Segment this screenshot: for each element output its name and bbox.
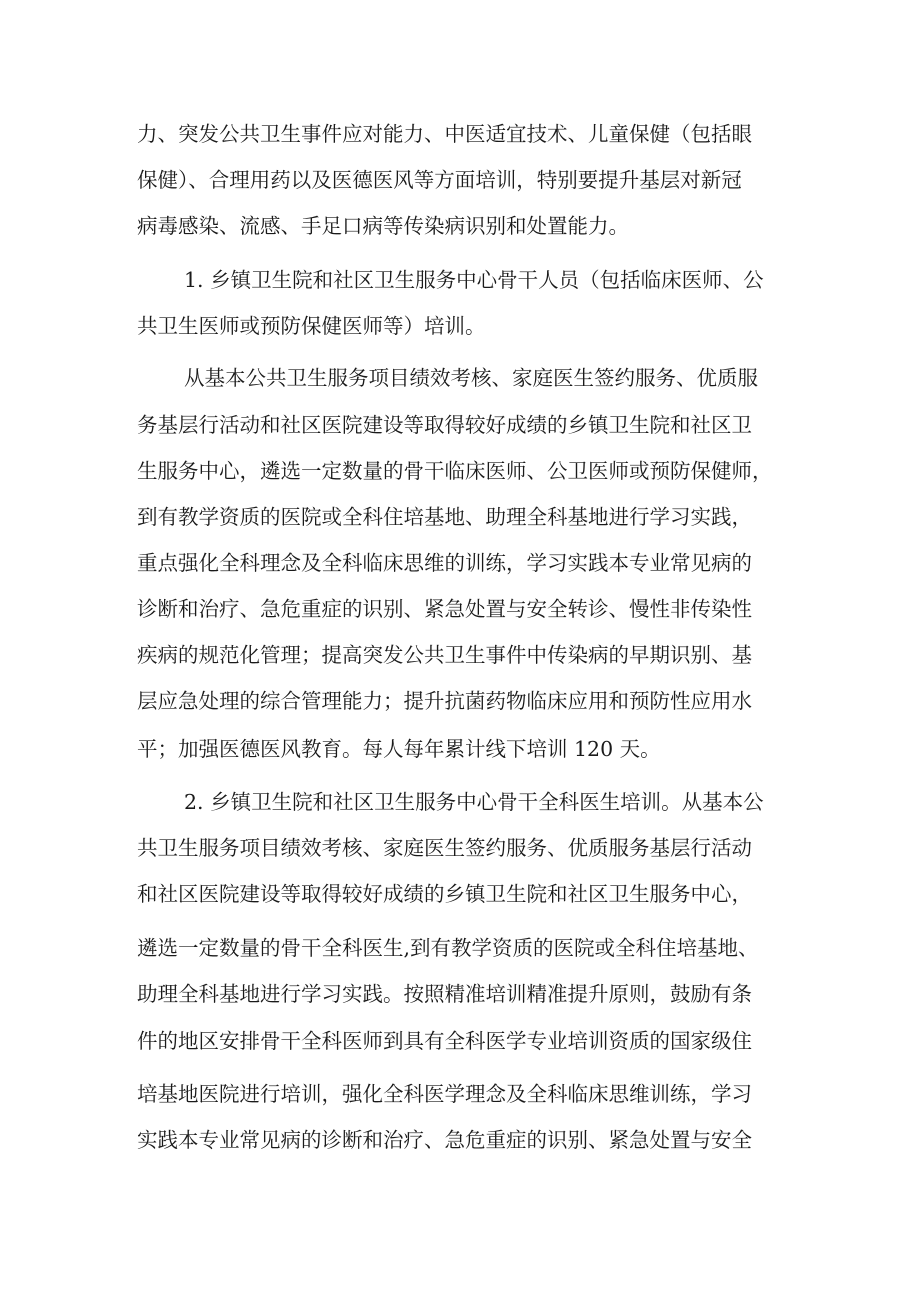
text-line-10: 重点强化全科理念及全科临床思维的训练，学习实践本专业常见病的 — [137, 551, 752, 575]
text-line-12: 疾病的规范化管理；提高突发公共卫生事件中传染病的早期识别、基 — [137, 643, 752, 667]
item-2-line-7: 培基地医院进行培训，强化全科医学理念及全科临床思维训练，学习 — [137, 1082, 752, 1106]
text-line-3: 病毒感染、流感、手足口病等传染病识别和处置能力。 — [137, 214, 629, 238]
text-line-13: 层应急处理的综合管理能力；提升抗菌药物临床应用和预防性应用水 — [137, 689, 752, 713]
text-line-2: 保健）、合理用药以及医德医风等方面培训，特别要提升基层对新冠 — [137, 168, 742, 192]
text-line-11: 诊断和治疗、急危重症的识别、紧急处置与安全转诊、慢性非传染性 — [137, 597, 752, 621]
text-line-7: 务基层行活动和社区医院建设等取得较好成绩的乡镇卫生院和社区卫 — [137, 413, 752, 437]
item-2-line-3: 和社区医院建设等取得较好成绩的乡镇卫生院和社区卫生服务中心， — [137, 882, 752, 906]
item-2-line-8: 实践本专业常见病的诊断和治疗、急危重症的识别、紧急处置与安全 — [137, 1128, 752, 1152]
text-line-1: 力、突发公共卫生事件应对能力、中医适宜技术、儿童保健（包括眼 — [137, 122, 752, 146]
item-2-line-5: 助理全科基地进行学习实践。按照精准培训精准提升原则，鼓励有条 — [137, 982, 752, 1006]
item-2-line-6: 件的地区安排骨干全科医师到具有全科医学专业培训资质的国家级住 — [137, 1029, 752, 1053]
item-1-heading-line-1: 1. 乡镇卫生院和社区卫生服务中心骨干人员（包括临床医师、公 — [184, 268, 764, 292]
item-2-line-1: 2. 乡镇卫生院和社区卫生服务中心骨干全科医生培训。从基本公 — [184, 790, 764, 814]
text-line-9: 到有教学资质的医院或全科住培基地、助理全科基地进行学习实践， — [137, 505, 752, 529]
item-2-line-4: 遴选一定数量的骨干全科医生,到有教学资质的医院或全科住培基地、 — [137, 936, 759, 960]
item-1-heading-line-2: 共卫生医师或预防保健医师等）培训。 — [137, 314, 486, 338]
text-line-14: 平；加强医德医风教育。每人每年累计线下培训 120 天。 — [137, 737, 661, 761]
text-line-6: 从基本公共卫生服务项目绩效考核、家庭医生签约服务、优质服 — [184, 366, 758, 390]
text-line-8: 生服务中心，遴选一定数量的骨干临床医师、公卫医师或预防保健师， — [137, 459, 773, 483]
item-2-line-2: 共卫生服务项目绩效考核、家庭医生签约服务、优质服务基层行活动 — [137, 836, 752, 860]
